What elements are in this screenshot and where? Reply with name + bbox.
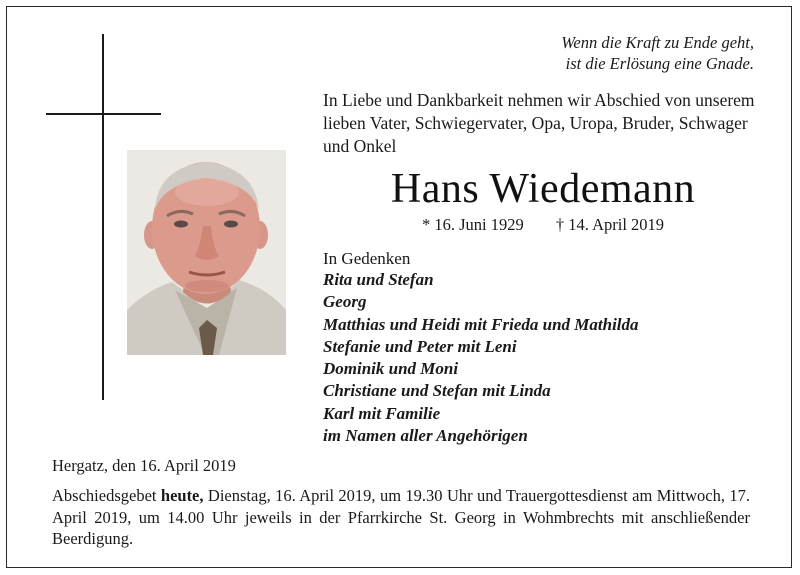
cross-vertical-bar (102, 34, 104, 400)
in-memory-label: In Gedenken (323, 249, 411, 268)
mourner-entry: Christiane und Stefan mit Linda (323, 381, 551, 401)
mourner-entry: Karl mit Familie (323, 403, 441, 423)
mourner-entry: Dominik und Moni (323, 359, 459, 379)
mourner-entry: Rita und Stefan (323, 270, 434, 289)
epigraph-quote (561, 32, 754, 74)
mourner-entry: Stefanie und Peter mit Leni (323, 336, 517, 356)
notice-part-1: Abschiedsgebet (52, 486, 157, 505)
place-and-date: Hergatz, den 16. April 2019 (52, 456, 236, 475)
mourner-entry: Georg (323, 292, 367, 312)
mourner-entry: im Namen aller Angehörigen (323, 426, 528, 446)
notice-today: heute, (160, 486, 204, 505)
mourner-entry: Matthias und Heidi mit Frieda und Mathilda (323, 314, 639, 334)
cross-horizontal-bar (46, 113, 161, 115)
quote-line-1: Wenn die Kraft zu Ende geht, (561, 33, 754, 52)
portrait-photo (127, 150, 286, 355)
farewell-intro: In Liebe und Dankbarkeit nehmen wir Abschied von unserem lieben Vater, Schwiegervater, Opa, Uropa, Bruder, Schwager und Onkel (323, 90, 755, 156)
mourners-list (323, 269, 639, 447)
service-notice (52, 485, 750, 550)
birth-date: * 16. Juni 1929 (421, 215, 524, 234)
life-dates (323, 215, 763, 235)
deceased-name: Hans Wiedemann (390, 166, 696, 212)
notice-part-2: Dienstag, 16. April 2019, um 19.30 Uhr und Trauergottesdienst am Mittwoch, 17. April 2019, um 14.00 Uhr jeweils in der Pfarrkirche St. Georg in Wohmbrechts mit anschließender Beerdigung. (52, 486, 751, 548)
death-date: † 14. April 2019 (555, 215, 665, 234)
quote-line-2: ist die Erlösung eine Gnade. (565, 54, 754, 73)
